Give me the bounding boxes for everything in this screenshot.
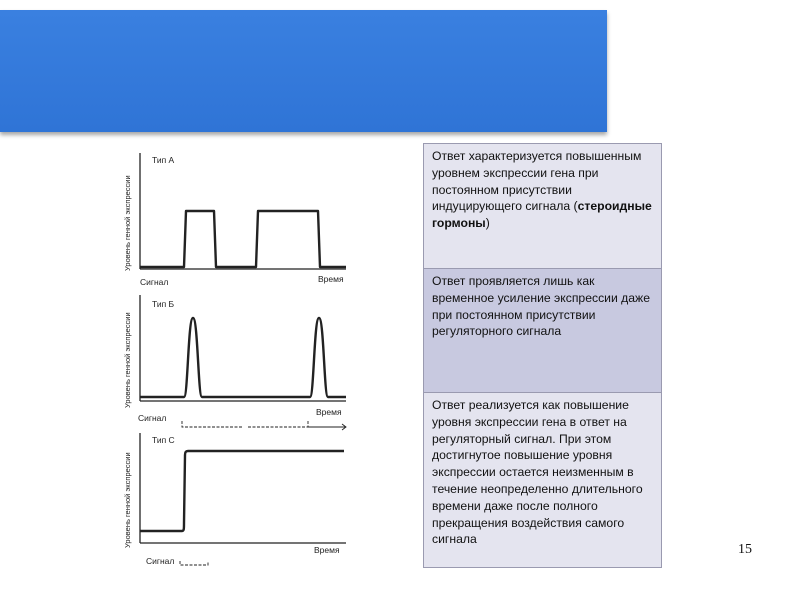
description-bold-text: стероидные гормоны	[432, 199, 652, 231]
expression-graphs	[118, 143, 358, 570]
description-text: Ответ реализуется как повышение уровня экспрессии гена в ответ на регуляторный сигнал. При этом достигнутое повышение уровня экспрессии остается неизменным в течение неопределенно длительного времени даже после полного прекращения воздействия самого сигнала	[432, 398, 643, 547]
signal-label: Сигнал	[138, 413, 167, 423]
time-label: Время	[316, 407, 342, 417]
description-type-b	[424, 269, 661, 393]
slide-title-bar	[0, 10, 607, 132]
panel-type-a	[123, 153, 346, 287]
description-text: Ответ характеризуется повышенным уровнем экспрессии гена при постоянном присутствии индуцирующего сигнала (	[432, 149, 642, 214]
arrow-to-right	[308, 424, 346, 430]
expression-curve	[140, 211, 346, 267]
panel-type-b	[123, 295, 346, 430]
signal-label: Сигнал	[140, 277, 169, 287]
signal-bar	[180, 561, 208, 565]
descriptions-table	[423, 143, 662, 568]
description-text-end: )	[485, 216, 490, 231]
y-axis-label: Уровень генной экспрессии	[123, 452, 132, 548]
time-label: Время	[314, 545, 340, 555]
description-type-a	[424, 144, 661, 269]
time-label: Время	[318, 274, 344, 284]
signal-label: Сигнал	[146, 556, 175, 566]
description-text: Ответ проявляется лишь как временное усиление экспрессии даже при постоянном присутствии регуляторного сигнала	[432, 274, 650, 339]
description-type-c	[424, 393, 661, 567]
expression-types-figure	[118, 143, 358, 570]
expression-curve	[140, 451, 344, 531]
panel-title: Тип С	[152, 435, 175, 445]
y-axis-label: Уровень генной экспрессии	[123, 175, 132, 271]
panel-title: Тип А	[152, 155, 175, 165]
y-axis-label: Уровень генной экспрессии	[123, 312, 132, 408]
signal-bar	[182, 421, 308, 427]
panel-type-c	[123, 433, 346, 566]
page-number: 15	[738, 542, 752, 557]
panel-title: Тип Б	[152, 299, 175, 309]
expression-curve	[140, 318, 346, 397]
